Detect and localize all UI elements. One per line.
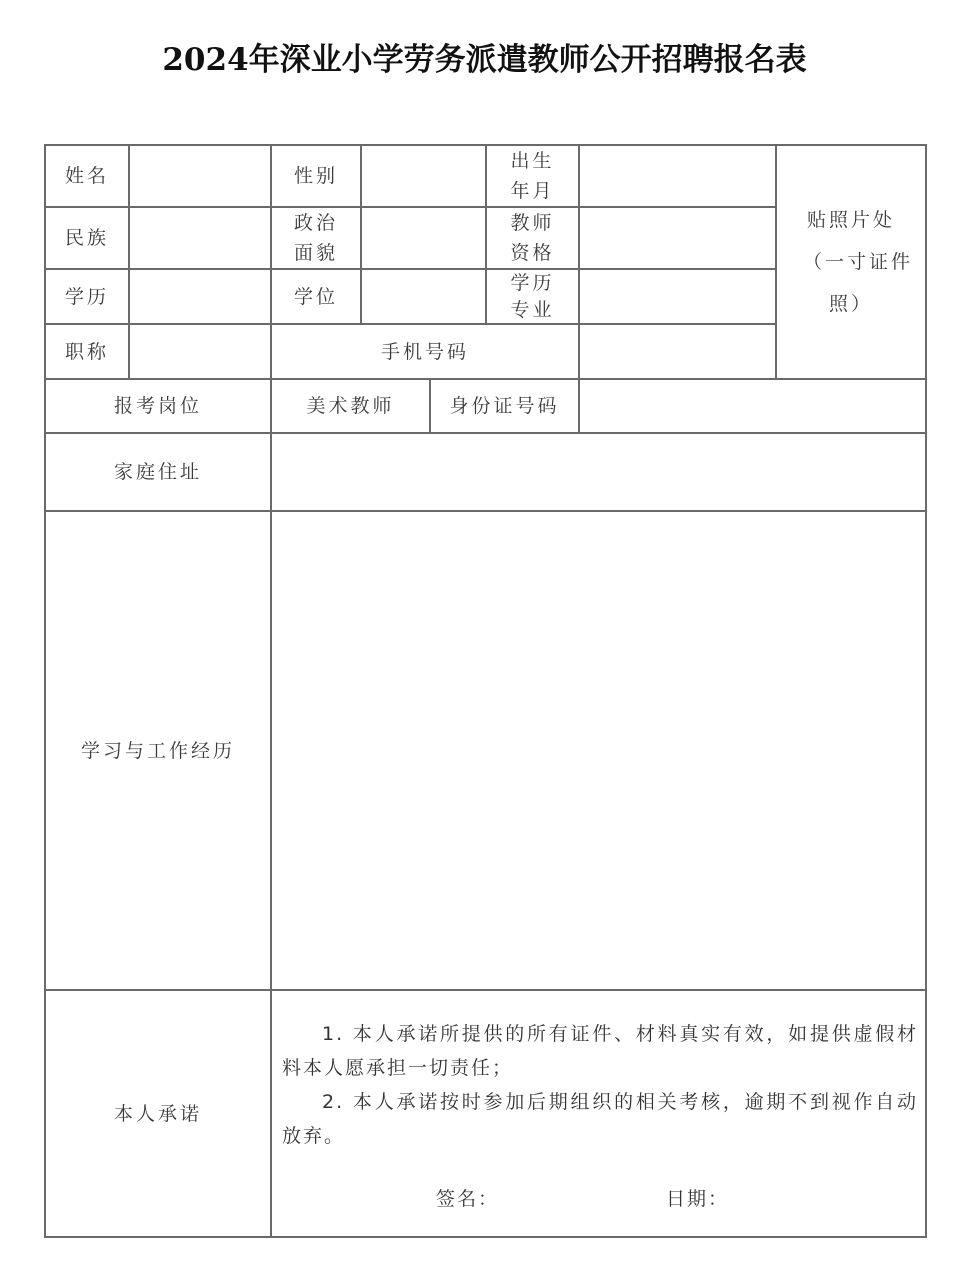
education-label: 学历 [64,285,109,308]
address-label: 家庭住址 [113,461,202,483]
address-field[interactable] [272,434,925,510]
name-field[interactable] [130,146,270,206]
date-label: 日期： [666,1188,730,1210]
political-label-line2: 面貌 [293,242,338,264]
position-label: 报考岗位 [113,395,202,417]
political-label-line1: 政治 [293,212,338,234]
experience-field[interactable] [272,512,925,989]
photo-line-1: 贴照片处 [806,209,895,231]
ethnicity-field[interactable] [130,208,270,268]
birth-label-line2: 年月 [510,180,555,202]
ethnicity-label: 民族 [64,227,109,249]
promise-item-1: 1. 本人承诺所提供的所有证件、材料真实有效，如提供虚假材料本人愿承担一切责任； [282,1023,918,1079]
teacher-cert-field[interactable] [580,208,775,268]
birth-label-line1: 出生 [510,150,555,172]
promise-label: 本人承诺 [113,1102,202,1125]
table-border-right [925,144,927,1238]
major-field[interactable] [580,270,775,323]
degree-label: 学位 [293,285,338,308]
phone-field[interactable] [580,325,775,378]
gender-field[interactable] [362,146,485,206]
name-label: 姓名 [64,165,109,187]
photo-placeholder[interactable] [777,146,925,378]
form-title: 2024年深业小学劳务派遣教师公开招聘报名表 [162,42,807,78]
education-field[interactable] [130,270,270,323]
teacher-cert-label-line1: 教师 [510,212,555,234]
id-number-label: 身份证号码 [449,395,560,417]
experience-label: 学习与工作经历 [80,739,235,762]
major-label-line2: 专业 [510,298,555,321]
position-value[interactable]: 美术教师 [306,395,395,417]
birth-field[interactable] [580,146,775,206]
major-label [485,268,580,325]
photo-line-2: （一寸证件 [802,251,913,273]
phone-label: 手机号码 [380,340,469,363]
job-title-label: 职称 [64,340,109,363]
major-label-line1: 学历 [510,271,555,294]
degree-field[interactable] [362,270,485,323]
birth-label [485,144,580,208]
political-field[interactable] [362,208,485,268]
teacher-cert-label-line2: 资格 [510,242,555,264]
teacher-cert-label [485,206,580,270]
id-number-field[interactable] [580,380,925,432]
promise-text [282,1017,918,1153]
gender-label: 性别 [293,165,338,187]
photo-line-3: 照） [828,293,873,315]
signature-label: 签名： [436,1188,500,1210]
job-title-field[interactable] [130,325,270,378]
promise-item-2: 2. 本人承诺按时参加后期组织的相关考核，逾期不到视作自动放弃。 [282,1091,918,1147]
political-label [270,206,362,270]
